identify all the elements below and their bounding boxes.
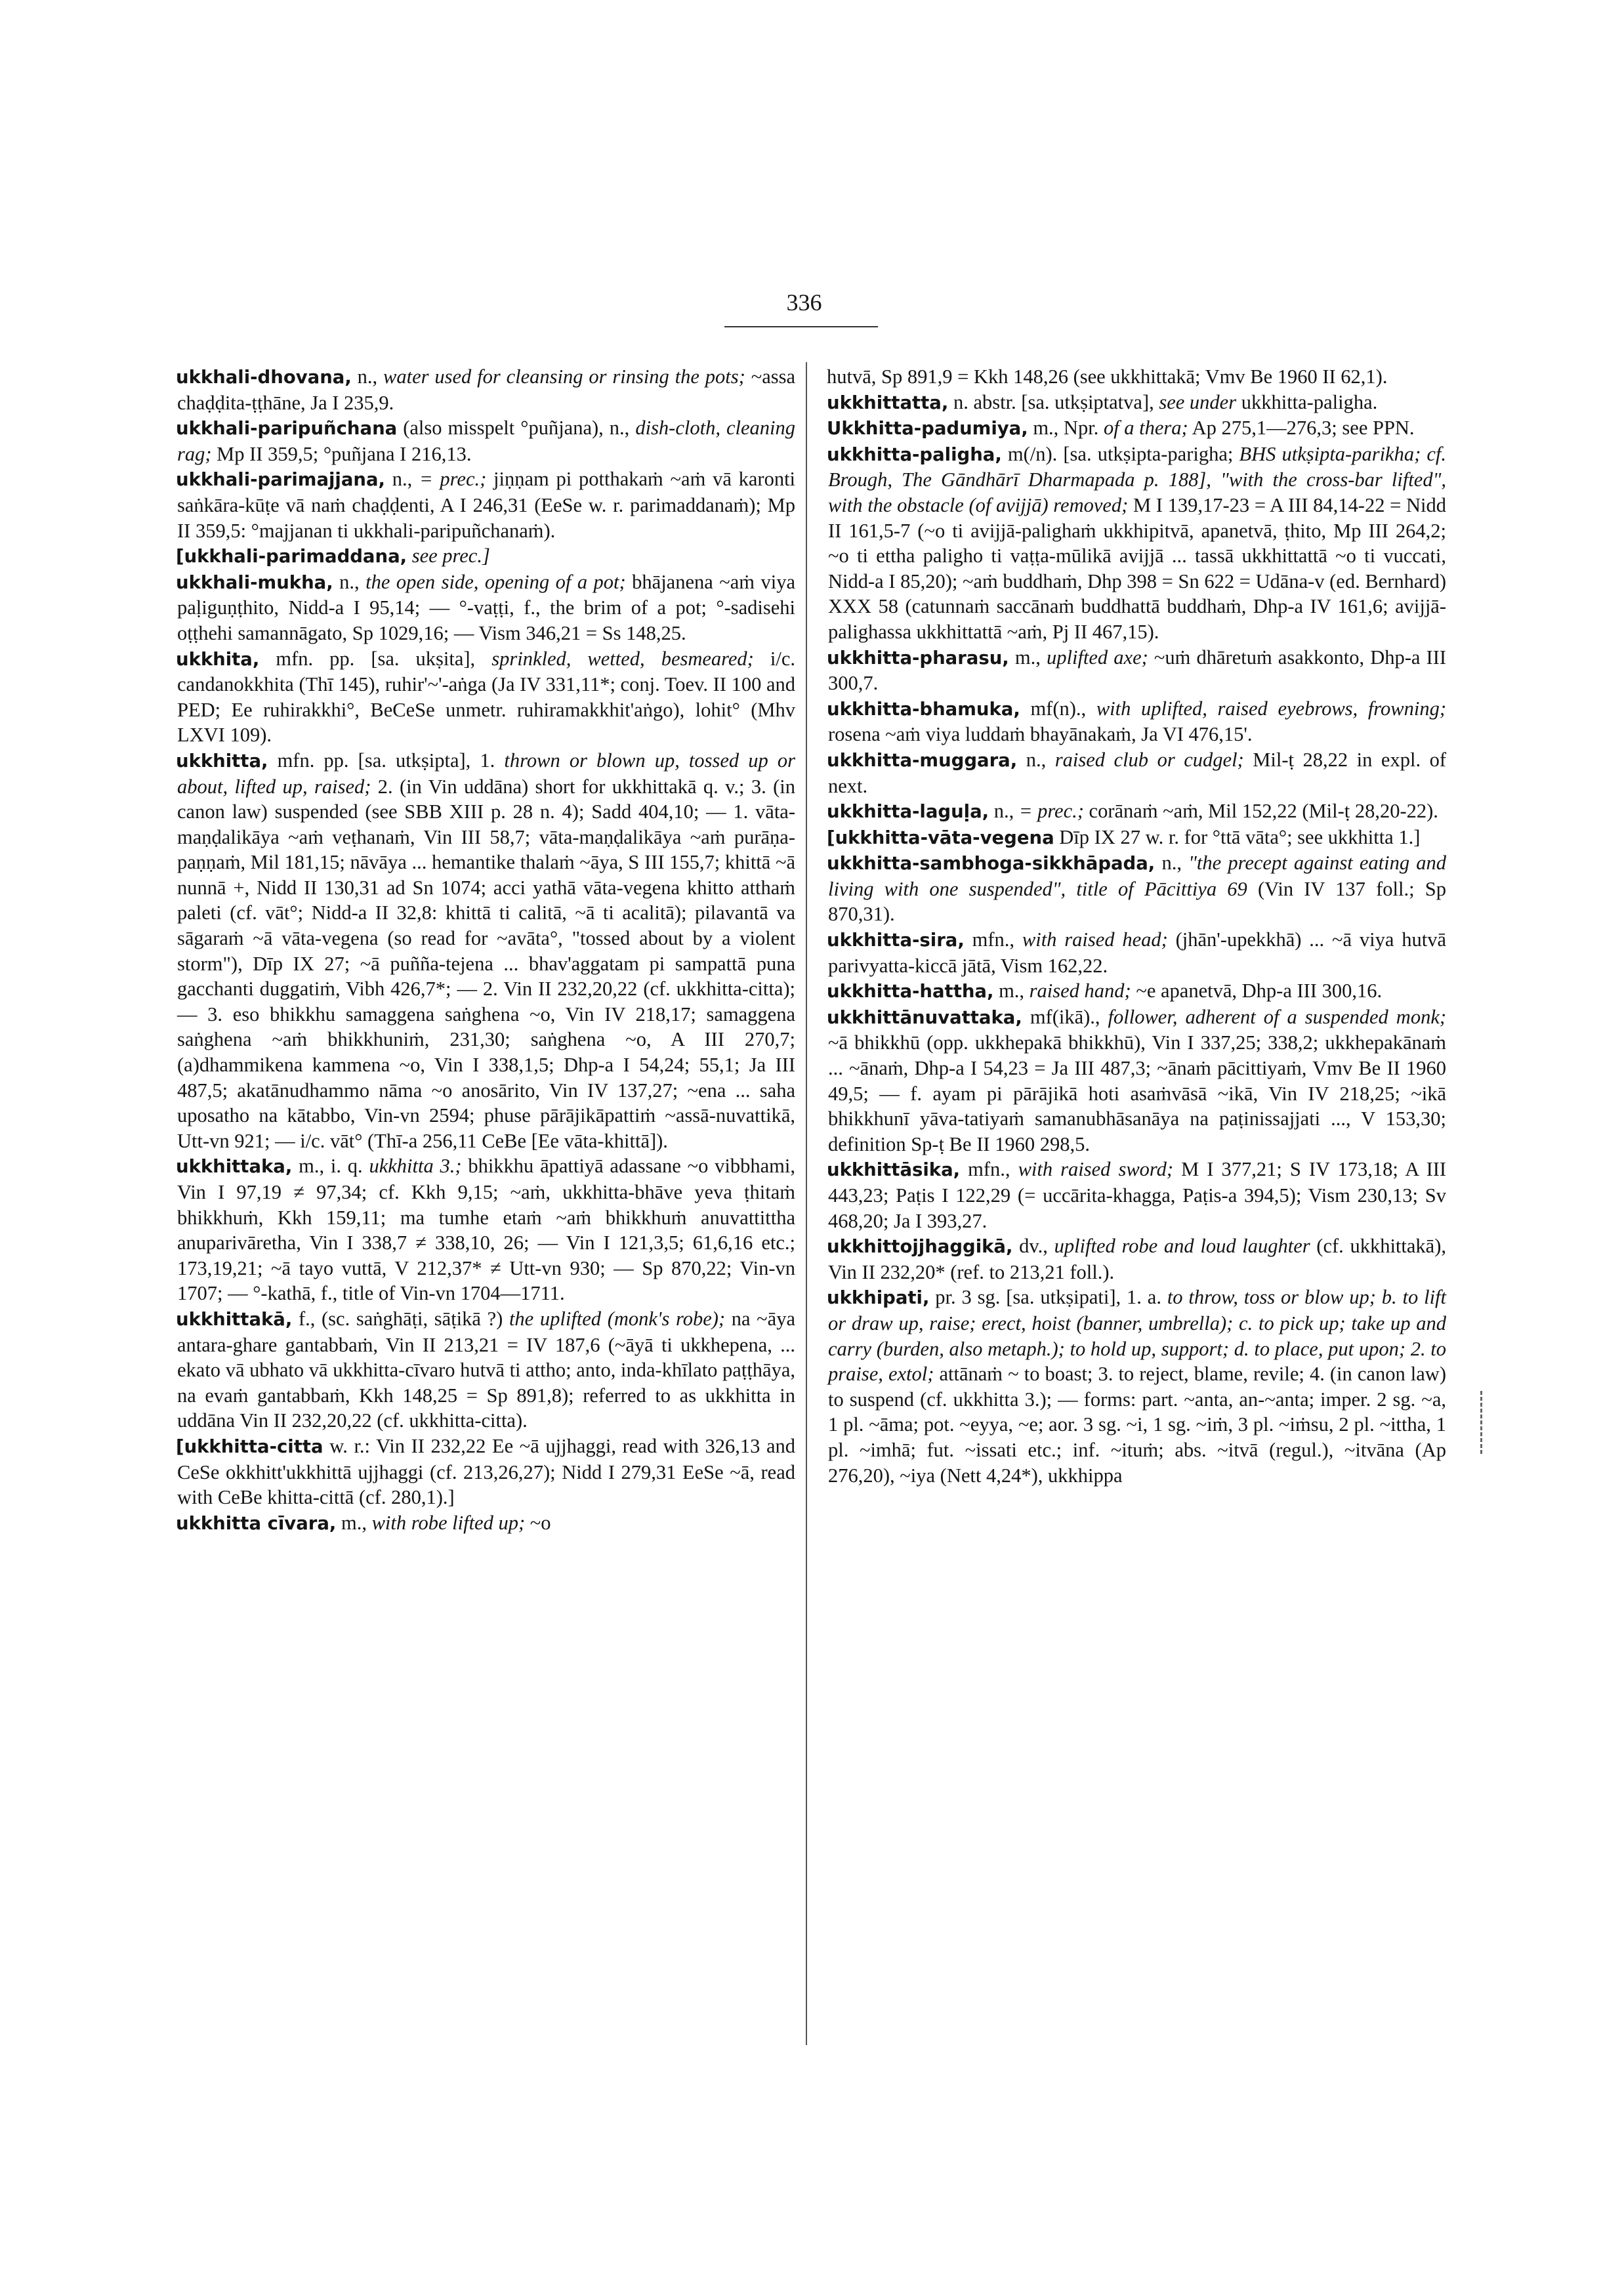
- entry-definition: of a thera;: [1103, 417, 1188, 440]
- entry-definition: see prec.]: [411, 545, 490, 568]
- dictionary-entry: [828, 696, 1446, 747]
- entry-grammar: (also misspelt °puñjana), n.,: [403, 417, 630, 440]
- entry-headword: ukkhitta cīvara,: [176, 1512, 337, 1534]
- entry-citations: Mp II 359,5; °puñjana I 216,13.: [217, 442, 472, 465]
- entry-citations: bhājanena ~aṁ viya paḷiguṇṭhito, Nidd-a I 95,14; — °-vaṭṭi, f., the brim of a pot; °-sadisehi oṭṭhehi samannāgato, Sp 1029,16; — Vism 346,21 = Ss 148,25.: [177, 570, 796, 644]
- dictionary-entry: [828, 415, 1446, 442]
- dictionary-entry: [177, 543, 795, 569]
- entry-definition: = prec.;: [1018, 800, 1084, 823]
- entry-definition: follower, adherent of a suspended monk;: [1108, 1005, 1447, 1028]
- entry-headword: [ukkhitta-vāta-vegena: [827, 827, 1054, 848]
- dictionary-entry: [828, 442, 1446, 645]
- entry-citations: corānaṁ ~aṁ, Mil 152,22 (Mil-ṭ 28,20-22).: [1089, 800, 1438, 823]
- dictionary-entry: [177, 415, 795, 466]
- dictionary-entry: [828, 1285, 1446, 1488]
- dictionary-entry: [828, 1233, 1446, 1285]
- entry-definition: with robe lifted up;: [371, 1511, 526, 1534]
- entry-citations: ~assa chaḍḍita-ṭṭhāne, Ja I 235,9.: [177, 365, 796, 414]
- entry-definition: dish-cloth, cleaning rag;: [177, 417, 796, 465]
- entry-citations: (Vin IV 137 foll.; Sp 870,31).: [828, 877, 1446, 926]
- entry-definition: raised hand;: [1029, 980, 1131, 1003]
- entry-headword: ukkhitta-pharasu,: [827, 647, 1009, 669]
- entry-definition: uplifted axe;: [1047, 646, 1148, 669]
- entry-citations: i/c. candanokkhita (Thī 145), ruhir'~'-aṅga (Ja IV 331,11*; conj. Toev. II 100 and PED; Ee ruhirakkhi°, BeCeSe unmetr. ruhiramakkhit'aṅgo), lohit° (Mhv LXVI 109).: [177, 647, 796, 747]
- right-column: [828, 364, 1446, 1488]
- dictionary-entry: [828, 1157, 1446, 1233]
- entry-headword: ukkhali-mukha,: [176, 571, 333, 593]
- entry-grammar: pr. 3 sg. [sa. utkṣipati], 1. a.: [935, 1286, 1161, 1309]
- entry-grammar: n.,: [392, 468, 413, 491]
- dictionary-entry: [177, 748, 795, 1154]
- entry-citations: (jhān'-upekkhā) ... ~ā viya hutvā parivyatta-kiccā jātā, Vism 162,22.: [828, 928, 1446, 977]
- entry-grammar: m.,: [341, 1511, 367, 1534]
- dictionary-entry: [828, 825, 1446, 851]
- entry-grammar: w. r.:: [329, 1434, 371, 1457]
- page-number: 336: [786, 289, 822, 316]
- dictionary-entry: [828, 747, 1446, 798]
- entry-definition: the uplifted (monk's robe);: [509, 1307, 726, 1330]
- entry-grammar: n.,: [1161, 852, 1182, 875]
- dictionary-entry: [828, 364, 1446, 390]
- entry-grammar: mfn. pp. [sa. ukṣita],: [276, 647, 476, 670]
- entry-grammar: m(/n). [sa. utkṣipta-parigha;: [1007, 442, 1234, 465]
- entry-citations: ~o: [530, 1511, 551, 1534]
- entry-citations: M I 139,17-23 = A III 84,14-22 = Nidd II 161,5-7 (~o ti avijjā-palighaṁ ukkhipitvā, apanetvā, ṭhito, Mp III 264,2; ~o ti ettha paligho ti vaṭṭa-mūlikā avijjā ... tassā ukkhittattā ~o ti vuccati, Nidd-a I 85,20); ~aṁ buddhaṁ, Dhp 398 = Sn 622 = Udāna-v (ed. Bernhard) XXX 58 (catunnaṁ saccānaṁ buddhattā buddhaṁ, Dhp-a IV 161,6; avijjā-palighassa ukkhittattā ~aṁ, Pj II 467,15).: [828, 493, 1446, 643]
- entry-citations: ukkhitta-paligha.: [1241, 390, 1378, 413]
- entry-headword: ukkhittāsika,: [827, 1159, 961, 1181]
- entry-definition: with raised head;: [1022, 928, 1168, 951]
- entry-headword: ukkhitta-muggara,: [827, 749, 1018, 771]
- entry-citations: (cf. ukkhittakā), Vin II 232,20* (ref. to 213,21 foll.).: [828, 1235, 1446, 1283]
- entry-headword: ukkhita,: [176, 648, 260, 670]
- entry-definition: to throw, toss or blow up; b. to lift or draw up, raise; erect, hoist (banner, umbrella); c. to pick up; take up and carry (burden, also metaph.); to hold up, support; d. to place, put upon; 2. to praise, extol;: [828, 1286, 1447, 1386]
- dictionary-entry: [828, 645, 1446, 696]
- entry-headword: ukkhittaka,: [176, 1156, 293, 1178]
- entry-headword: ukkhitta-bhamuka,: [827, 698, 1020, 720]
- entry-definition: uplifted robe and loud laughter: [1054, 1235, 1310, 1258]
- entry-definition: with uplifted, raised eyebrows, frowning;: [1096, 697, 1447, 720]
- dictionary-entry: [828, 978, 1446, 1004]
- entry-headword: ukkhali-paripuñchana: [176, 418, 398, 440]
- entry-grammar: n.,: [1026, 748, 1047, 771]
- entry-grammar: m.,: [1014, 646, 1041, 669]
- entry-grammar: mf(ikā).,: [1030, 1005, 1100, 1028]
- entry-headword: ukkhittakā,: [176, 1308, 293, 1330]
- dictionary-entry: [177, 646, 795, 748]
- entry-citations: Ap 275,1—276,3; see PPN.: [1192, 417, 1415, 440]
- entry-definition: see under: [1159, 390, 1237, 413]
- left-column: [177, 364, 795, 1536]
- dictionary-entry: [828, 390, 1446, 416]
- entry-definition: the open side, opening of a pot;: [365, 570, 626, 593]
- entry-grammar: f., (sc. saṅghāṭi, sāṭikā ?): [298, 1307, 503, 1330]
- entry-citations: attānaṁ ~ to boast; 3. to reject, blame, revile; 4. (in canon law) to suspend (cf. ukkhitta 3.); — forms: part. ~anta, an-~anta; imper. 2 sg. ~a, 1 pl. ~āma; pot. ~eyya, ~e; aor. 3 sg. ~i, 1 sg. ~iṁ, 3 pl. ~iṁsu, 2 pl. ~ittha, 1 pl. ~imhā; fut. ~issati etc.; inf. ~ituṁ; abs. ~itvā (regul.), ~itvāna (Ap 276,20), ~iya (Nett 4,24*), ukkhippa: [828, 1363, 1446, 1487]
- entry-headword: ukkhittānuvattaka,: [827, 1006, 1022, 1028]
- dictionary-entry: [828, 1004, 1446, 1157]
- entry-headword: Ukkhitta-padumiya,: [827, 418, 1028, 440]
- column-divider: [806, 362, 807, 2045]
- entry-citations: jiṇṇam pi potthakaṁ ~aṁ vā karonti saṅkāra-kūṭe vā naṁ chaḍḍenti, A I 246,31 (EeSe w. r. parimaddanaṁ); Mp II 359,5: °majjanan ti ukkhali-paripuñchanaṁ).: [177, 468, 796, 542]
- entry-grammar: m., Npr.: [1033, 417, 1099, 440]
- entry-citations: ~e apanetvā, Dhp-a III 300,16.: [1136, 980, 1383, 1003]
- entry-grammar: m.,: [999, 980, 1025, 1003]
- entry-grammar: n.,: [339, 570, 360, 593]
- entry-grammar: mf(n).,: [1030, 697, 1087, 720]
- margin-mark: [1480, 1391, 1482, 1454]
- entry-headword: ukkhitta-paligha,: [827, 444, 1002, 465]
- entry-citations: 2. (in Vin uddāna) short for ukkhittakā q. v.; 3. (in canon law) suspended (see SBB XIII p. 28 n. 4); Sadd 404,10; — 1. vāta-maṇḍalikāya ~aṁ veṭhanaṁ, Vin III 58,7; vāta-maṇḍalikāya ~aṁ purāṇa-paṇṇaṁ, Mil 181,15; nāvāya ... hemantike thalaṁ ~āya, S III 155,7; khittā ~ā nunnā +, Nidd II 130,31 ad Sn 1074; acci yathā vāta-vegena khitto atthaṁ paleti (cf. vāt°; Nidd-a II 32,8: khittā ti calitā, ~ā ti acalitā); pilavantā va sāgaraṁ ~ā vāta-vegena (so read for ~avāta°, "tossed about by a violent storm"), Dīp IX 27; ~ā puñña-tejena ... bhav'aggatam pi sampattā puna gacchanti duggatiṁ, Vibh 426,7*; — 2. Vin II 232,20,22 (cf. ukkhitta-citta); — 3. eso bhikkhu samaggena saṅghena ~o, Vin IV 218,17; samaggena saṅghena ~aṁ bhikkhuniṁ, 231,30; saṅghena ~o, A III 270,7; (a)dhammikena kammena ~o, Vin I 338,1,5; Dhp-a I 54,24; 55,1; Ja III 487,5; akatānudhammo nāma ~o anosārito, Vin IV 137,27; ~ena ... saha uposatho na kātabbo, Vin-vn 2594; phuse pārājikāpattiṁ ~assā-nuvattikā, Utt-vn 921; — i/c. vāt° (Thī-a 256,11 CeBe [Ee vāta-khittā]).: [177, 775, 795, 1152]
- entry-citations: ~uṁ dhāretuṁ asakkonto, Dhp-a III 300,7.: [828, 646, 1447, 695]
- entry-citations: rosena ~aṁ viya luddaṁ bhayānakaṁ, Ja VI 476,15'.: [828, 723, 1253, 746]
- entry-grammar: n. abstr. [sa. utkṣiptatva],: [953, 390, 1154, 413]
- entry-citations: ~ā bhikkhū (opp. ukkhepakā bhikkhū), Vin I 337,25; 338,2; ukkhepakānaṁ ... ~ānaṁ, Dhp-a I 54,23 = Ja III 487,3; ~ānaṁ pācittiyaṁ, Vmv Be II 1960 49,5; — f. ayam pi pārājikā hoti asaṁvāsā ~ikā, Vin IV 218,25; ~ikā bhikkhunī yāva-tatiyaṁ samanubhāsanāya na paṭinissajjati ..., V 153,30; definition Sp-ṭ Be II 1960 298,5.: [828, 1031, 1446, 1155]
- entry-citations: M I 377,21; S IV 173,18; A III 443,23; Paṭis I 122,29 (= uccārita-khagga, Paṭis-a 394,5); Vism 230,13; Sv 468,20; Ja I 393,27.: [828, 1158, 1447, 1232]
- dictionary-entry: [828, 927, 1446, 978]
- header-rule: [724, 326, 878, 327]
- dictionary-entry: [828, 798, 1446, 825]
- entry-definition: sprinkled, wetted, besmeared;: [491, 647, 754, 670]
- entry-headword: [ukkhitta-citta: [176, 1436, 323, 1457]
- entry-citations: Vin II 232,22 Ee ~ā ujjhaggi, read with 326,13 and CeSe okkhitt'ukkhittā ujjhaggi (cf. 213,26,27); Nidd I 279,31 EeSe ~ā, read with CeBe khitta-cittā (cf. 280,1).]: [177, 1434, 796, 1509]
- entry-headword: ukkhittatta,: [827, 392, 949, 413]
- entry-headword: ukkhipati,: [827, 1287, 930, 1309]
- dictionary-entry: [828, 850, 1446, 927]
- entry-grammar: n.,: [993, 800, 1014, 823]
- entry-grammar: mfn. pp. [sa. utkṣipta], 1.: [277, 749, 495, 772]
- entry-headword: ukkhali-parimajjana,: [176, 469, 385, 491]
- entry-grammar: m., i. q.: [299, 1155, 363, 1178]
- entry-citations: na ~āya antara-ghare gantabbaṁ, Vin II 213,21 = IV 187,6 (~āyā ti ukkhepena, ... ekato vā ubhato vā ukkhitta-cīvaro hutvā ti attho; anto, inda-khīlato paṭṭhāya, na evaṁ gantabbaṁ, Kkh 148,25 = Sp 891,8); referred to as ukkhitta in uddāna Vin II 232,20,22 (cf. ukkhitta-citta).: [177, 1307, 796, 1432]
- entry-grammar: mfn.,: [972, 928, 1015, 951]
- entry-headword: ukkhittojjhaggikā,: [827, 1236, 1013, 1258]
- entry-definition: raised club or cudgel;: [1054, 748, 1244, 771]
- entry-citations: bhikkhu āpattiyā adassane ~o vibbhami, Vin I 97,19 ≠ 97,34; cf. Kkh 9,15; ~aṁ, ukkhitta-bhāve yeva ṭhitaṁ bhikkhuṁ, Kkh 159,11; ma tumhe etaṁ ~aṁ bhikkhuṁ anuvattittha anuparivāretha, Vin I 338,7 ≠ 338,10, 26; — Vin I 121,3,5; 61,6,16 etc.; 173,19,21; ~ā tayo vuttā, V 212,37* ≠ Utt-vn 930; — Sp 870,22; Vin-vn 1707; — °-kathā, f., title of Vin-vn 1704—1711.: [177, 1155, 795, 1305]
- dictionary-entry: [177, 1306, 795, 1434]
- entry-definition: with raised sword;: [1018, 1158, 1174, 1181]
- dictionary-entry: [177, 1153, 795, 1306]
- entry-headword: ukkhitta-sira,: [827, 930, 965, 951]
- entry-definition: ukkhitta 3.;: [369, 1155, 462, 1178]
- entry-definition: water used for cleansing or rinsing the pots;: [383, 365, 745, 388]
- entry-headword: ukkhitta-hattha,: [827, 981, 994, 1003]
- dictionary-entry: [177, 1510, 795, 1537]
- entry-definition: BHS utkṣipta-parikha; cf. Brough, The Gāndhārī Dharmapada p. 188], "with the cross-bar lifted", with the obstacle (of avijjā) removed;: [828, 442, 1446, 516]
- dictionary-entry: [177, 1434, 795, 1510]
- entry-citations: Dīp IX 27 w. r. for °ttā vāta°; see ukkhitta 1.]: [1059, 825, 1421, 848]
- entry-citations: hutvā, Sp 891,9 = Kkh 148,26 (see ukkhittakā; Vmv Be 1960 II 62,1).: [827, 365, 1388, 388]
- entry-definition: thrown or blown up, tossed up or about, lifted up, raised;: [177, 749, 796, 798]
- entry-definition: "the precept against eating and living with one suspended", title of Pācittiya 69: [828, 852, 1446, 900]
- entry-headword: ukkhitta-laguḷa,: [827, 801, 989, 823]
- entry-grammar: n.,: [357, 365, 378, 388]
- entry-headword: ukkhitta-sambhoga-sikkhāpada,: [827, 853, 1156, 875]
- entry-headword: [ukkhali-parimaddana,: [176, 546, 407, 568]
- entry-citations: Mil-ṭ 28,22 in expl. of next.: [828, 748, 1447, 797]
- entry-headword: ukkhitta,: [176, 750, 268, 772]
- entry-grammar: mfn.,: [968, 1158, 1010, 1181]
- entry-grammar: dv.,: [1019, 1235, 1048, 1258]
- entry-definition: = prec.;: [419, 468, 487, 491]
- dictionary-entry: [177, 569, 795, 646]
- dictionary-entry: [177, 466, 795, 543]
- dictionary-entry: [177, 364, 795, 415]
- entry-headword: ukkhali-dhovana,: [176, 367, 352, 388]
